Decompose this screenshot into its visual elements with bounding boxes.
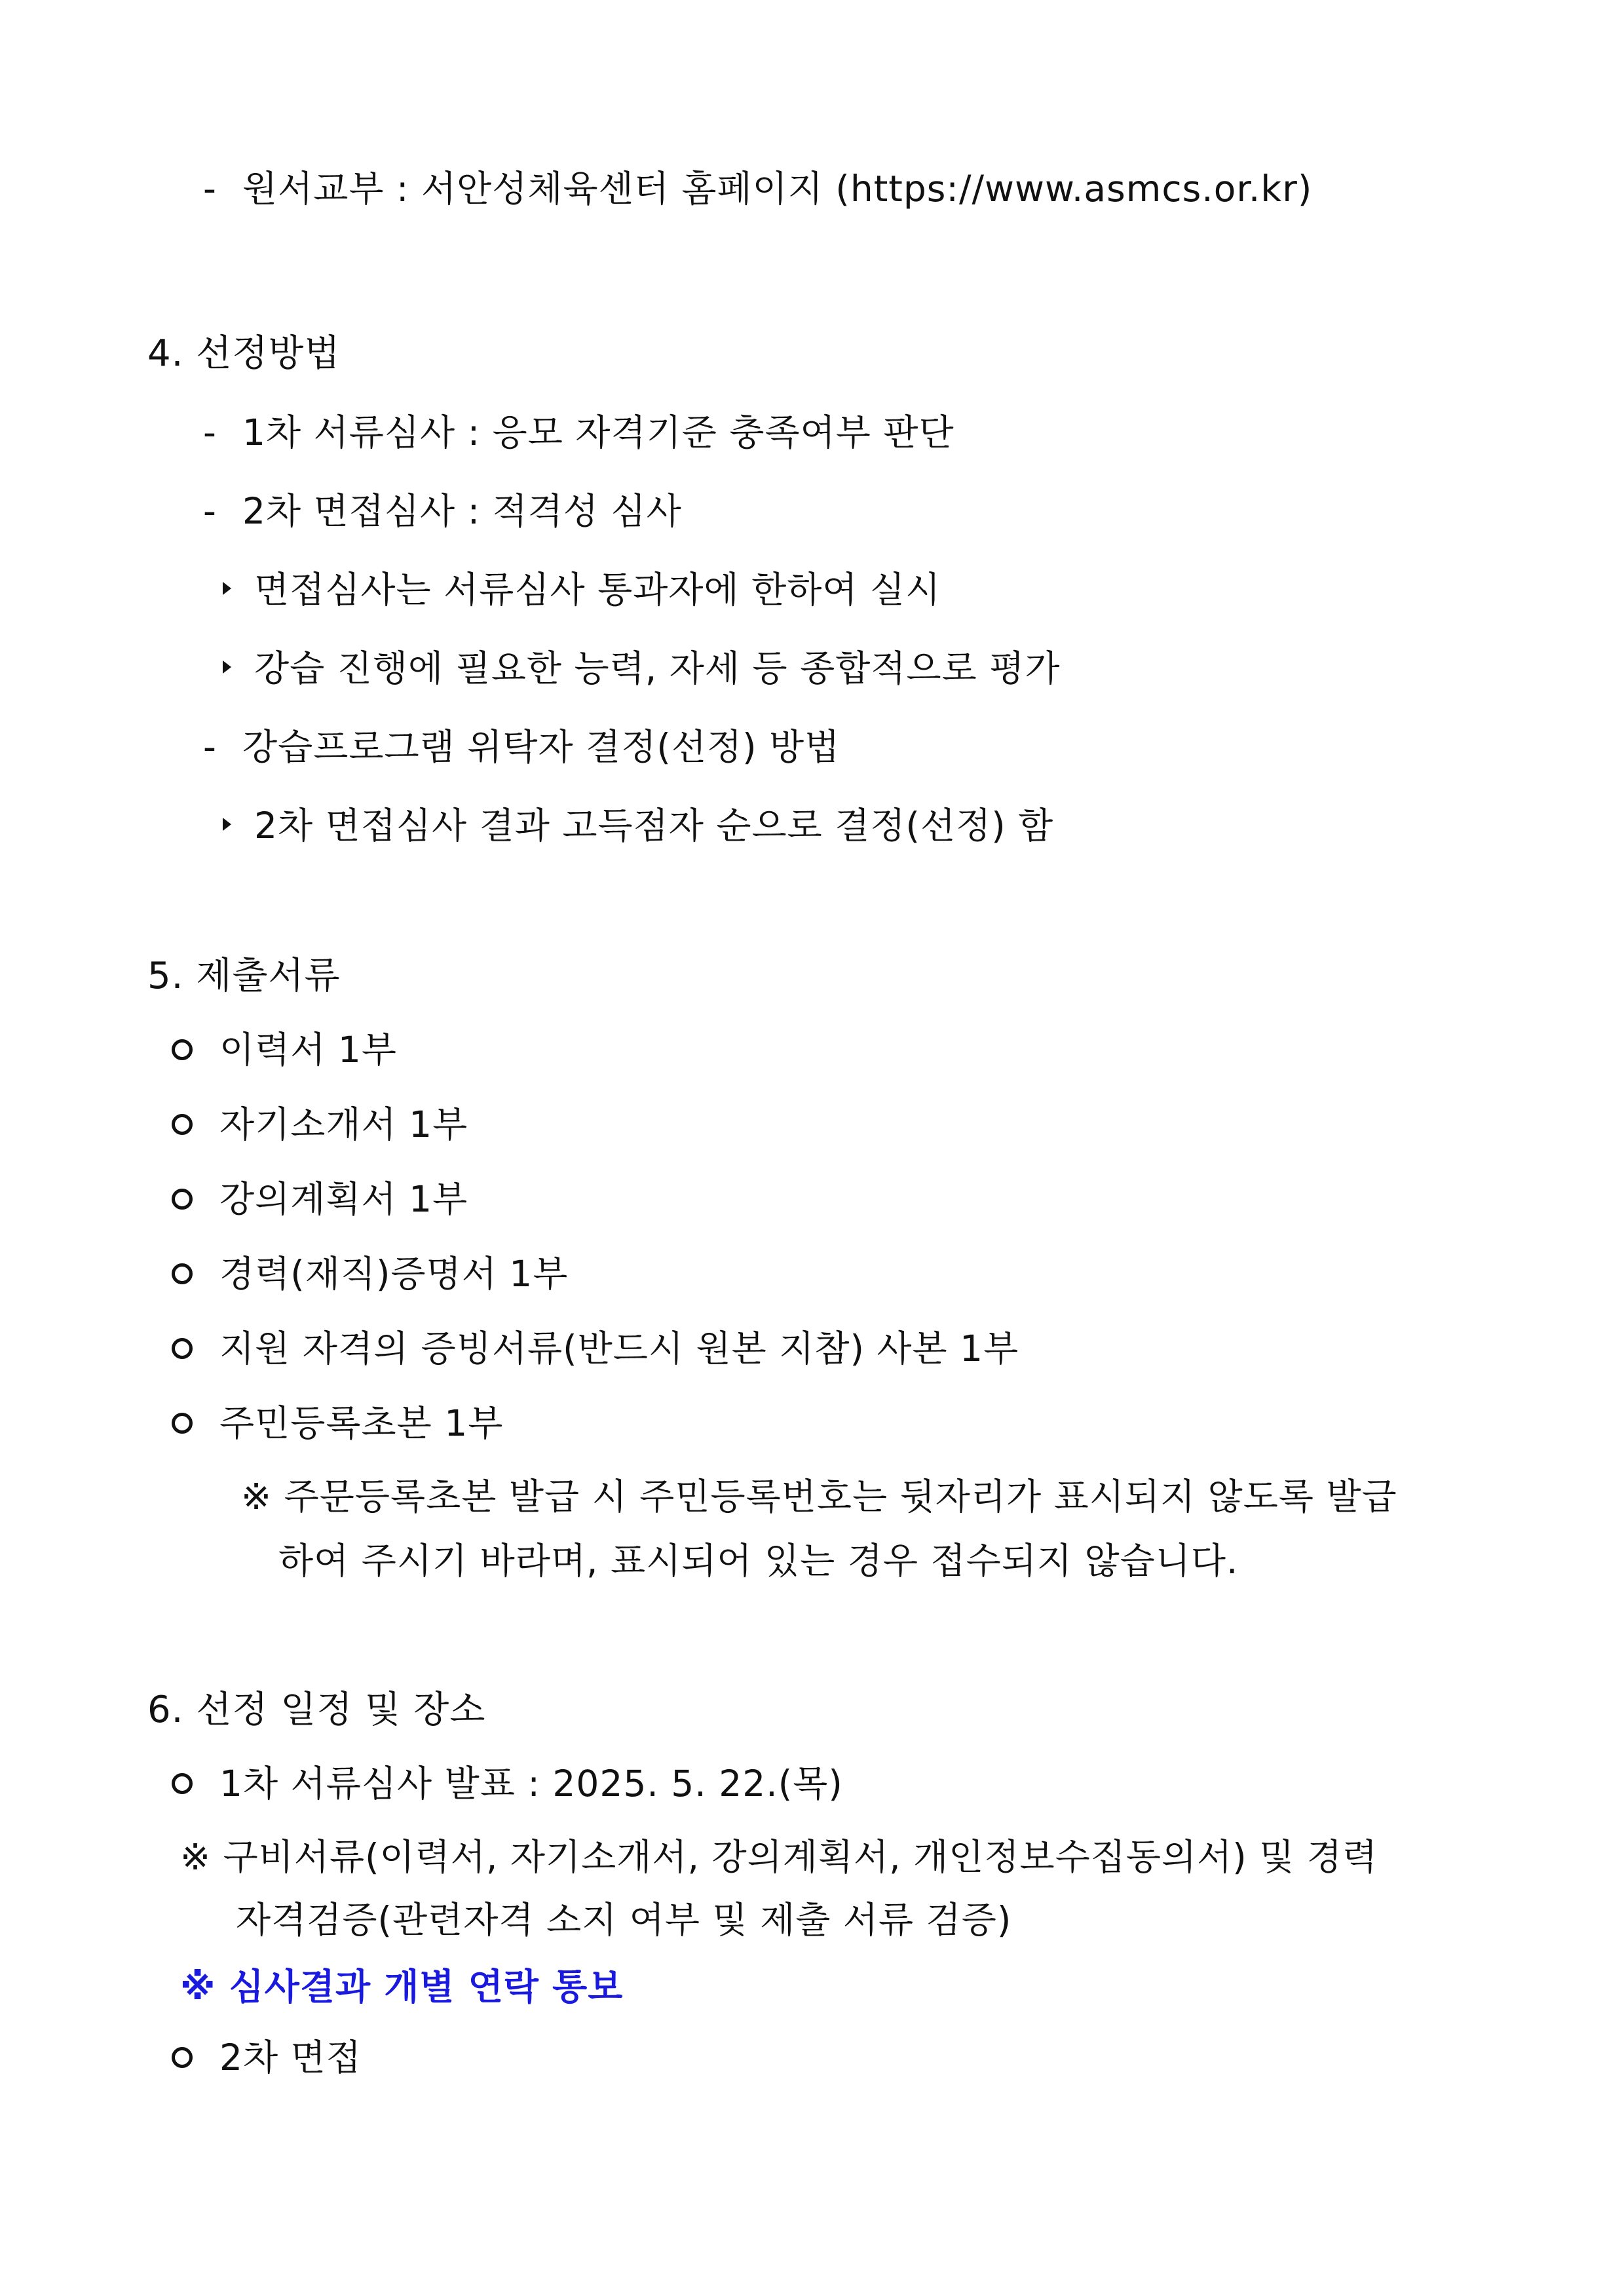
circle-bullet-icon (172, 1189, 193, 1210)
circle-bullet-icon (172, 1114, 193, 1135)
document-item: 이력서 1부 (219, 1029, 397, 1071)
interview-note-2: 강습 진행에 필요한 능력, 자세 등 종합적으로 평가 (254, 647, 1061, 689)
document-note-line-1: ※ 주문등록초본 발급 시 주민등록번호는 뒷자리가 표시되지 않도록 발급 (241, 1476, 1397, 1518)
schedule-notice: ※ 심사결과 개별 연락 통보 (180, 1966, 624, 2008)
dash-marker: - (203, 490, 216, 532)
document-note-line-2: 하여 주시기 바라며, 표시되어 있는 경우 접수되지 않습니다. (278, 1540, 1239, 1582)
triangle-bullet-icon (223, 660, 231, 674)
application-line: 원서교부 : 서안성체육센터 홈페이지 (https://www.asmcs.or.kr) (242, 168, 1313, 210)
dash-marker: - (203, 411, 216, 453)
schedule-note-line-1: ※ 구비서류(이력서, 자기소개서, 강의계획서, 개인정보수집동의서) 및 경력 (180, 1836, 1378, 1878)
circle-bullet-icon (172, 2047, 193, 2068)
section-6-heading: 6. 선정 일정 및 장소 (147, 1689, 486, 1731)
document-item: 주민등록초본 1부 (219, 1402, 504, 1444)
document-item: 지원 자격의 증빙서류(반드시 원본 지참) 사본 1부 (219, 1328, 1019, 1369)
selection-second-stage: 2차 면접심사 : 적격성 심사 (242, 490, 682, 532)
circle-bullet-icon (172, 1263, 193, 1284)
document-item: 강의계획서 1부 (219, 1178, 468, 1220)
triangle-bullet-icon (223, 818, 231, 831)
schedule-first: 1차 서류심사 발표 : 2025. 5. 22.(목) (219, 1763, 843, 1805)
section-4-heading: 4. 선정방법 (147, 332, 341, 375)
section-5-heading: 5. 제출서류 (147, 955, 341, 997)
dash-marker: - (203, 726, 216, 768)
dash-marker: - (203, 168, 216, 210)
schedule-second: 2차 면접 (219, 2037, 362, 2078)
selection-first-stage: 1차 서류심사 : 응모 자격기준 충족여부 판단 (242, 411, 954, 453)
selection-decision: 강습프로그램 위탁자 결정(선정) 방법 (242, 726, 840, 768)
triangle-bullet-icon (223, 582, 231, 595)
document-item: 경력(재직)증명서 1부 (219, 1253, 569, 1295)
decision-note: 2차 면접심사 결과 고득점자 순으로 결정(선정) 함 (254, 805, 1054, 847)
document-item: 자기소개서 1부 (219, 1103, 468, 1145)
schedule-note-line-2: 자격검증(관련자격 소지 여부 및 제출 서류 검증) (236, 1899, 1012, 1941)
circle-bullet-icon (172, 1039, 193, 1060)
circle-bullet-icon (172, 1338, 193, 1359)
circle-bullet-icon (172, 1773, 193, 1794)
interview-note-1: 면접심사는 서류심사 통과자에 한하여 실시 (254, 569, 941, 611)
circle-bullet-icon (172, 1413, 193, 1434)
